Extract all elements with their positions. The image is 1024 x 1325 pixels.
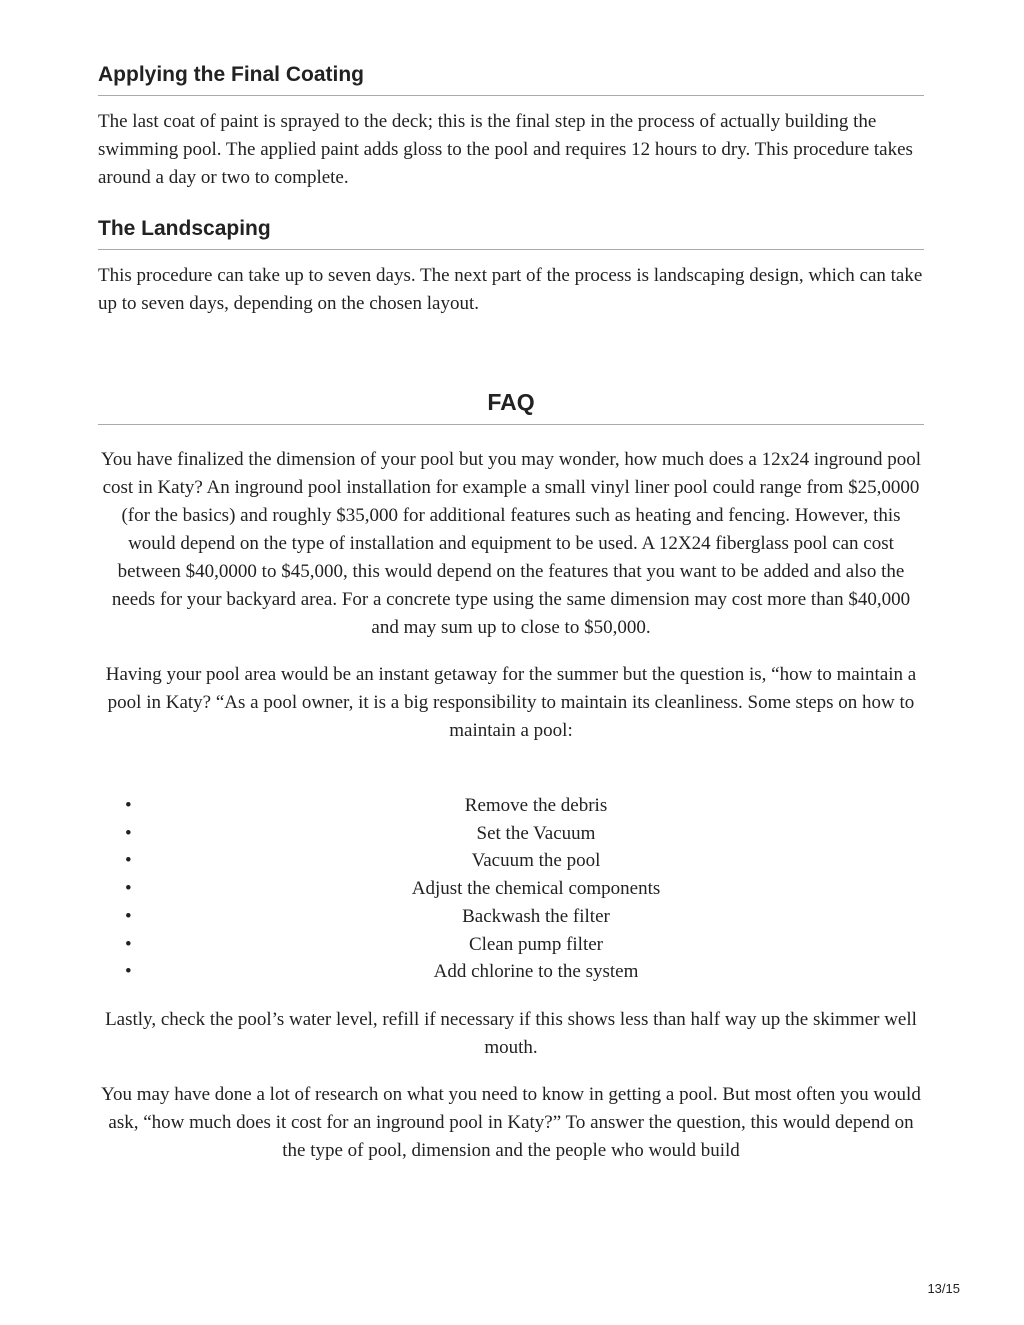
bullet-icon: • (125, 905, 132, 927)
list-item-text: Clean pump filter (468, 933, 604, 955)
document-content (98, 62, 924, 1165)
list-item (98, 903, 924, 931)
maintenance-steps-list (98, 792, 924, 986)
list-item (98, 875, 924, 903)
bullet-icon: • (125, 850, 132, 872)
bullet-icon: • (125, 961, 132, 983)
list-item-text: Adjust the chemical components (411, 878, 661, 900)
list-item (98, 820, 924, 848)
list-item-text: Remove the debris (464, 795, 608, 816)
faq-paragraph-cost: You have finalized the dimension of your pool but you may wonder, how much does a 12x24 inground pool cost in Katy? An inground pool installation for example a small vinyl liner pool could range from $25,0000 (for the basics) and roughly $35,000 for additional features such as heating and fencing. However, this would depend on the type of installation and equipment to be used. A 12X24 fiberglass pool can cost between $40,0000 to $45,000, this would depend on the features that you want to be added and also the needs for your backyard area. For a concrete type using the same dimension may cost more than $40,000 and may sum up to close to $50,000. (101, 449, 921, 638)
faq-paragraph-water-level: Lastly, check the pool’s water level, refill if necessary if this shows less than half way up the skimmer well mouth. (105, 1008, 917, 1058)
faq-paragraph-maintain: Having your pool area would be an instant getaway for the summer but the question is, “how to maintain a pool in Katy? “As a pool owner, it is a big responsibility to maintain its cleanliness. Some steps on how to maintain a pool: (105, 664, 917, 741)
landscaping-heading: The Landscaping (98, 216, 924, 250)
list-item-text: Vacuum the pool (471, 850, 601, 872)
faq-body (98, 446, 924, 1165)
faq-paragraph-research: You may have done a lot of research on what you need to know in getting a pool. But most often you would ask, “how much does it cost for an inground pool in Katy?” To answer the question, this would depend on the type of pool, dimension and the people who would build (101, 1083, 921, 1161)
bullet-icon: • (125, 795, 132, 816)
list-item (98, 931, 924, 959)
bullet-icon: • (125, 878, 132, 900)
list-item (98, 792, 924, 820)
landscaping-text: This procedure can take up to seven days. The next part of the process is landscaping design, which can take up to seven days, depending on the chosen layout. (98, 265, 923, 314)
list-item-text: Backwash the filter (462, 905, 610, 927)
bullet-icon: • (125, 933, 132, 955)
final-coating-heading: Applying the Final Coating (98, 62, 924, 96)
list-item-text: Set the Vacuum (476, 822, 596, 844)
list-item (98, 958, 924, 986)
final-coating-text: The last coat of paint is sprayed to the deck; this is the final step in the process of actually building the swimming pool. The applied paint adds gloss to the pool and requires 12 hours to dry. This procedure takes around a day or two to complete. (98, 111, 913, 188)
bullet-icon: • (125, 822, 132, 844)
faq-heading: FAQ (98, 389, 924, 425)
list-item (98, 847, 924, 875)
page-number: 13/15 (927, 1281, 960, 1296)
list-item-text: Add chlorine to the system (433, 961, 639, 983)
